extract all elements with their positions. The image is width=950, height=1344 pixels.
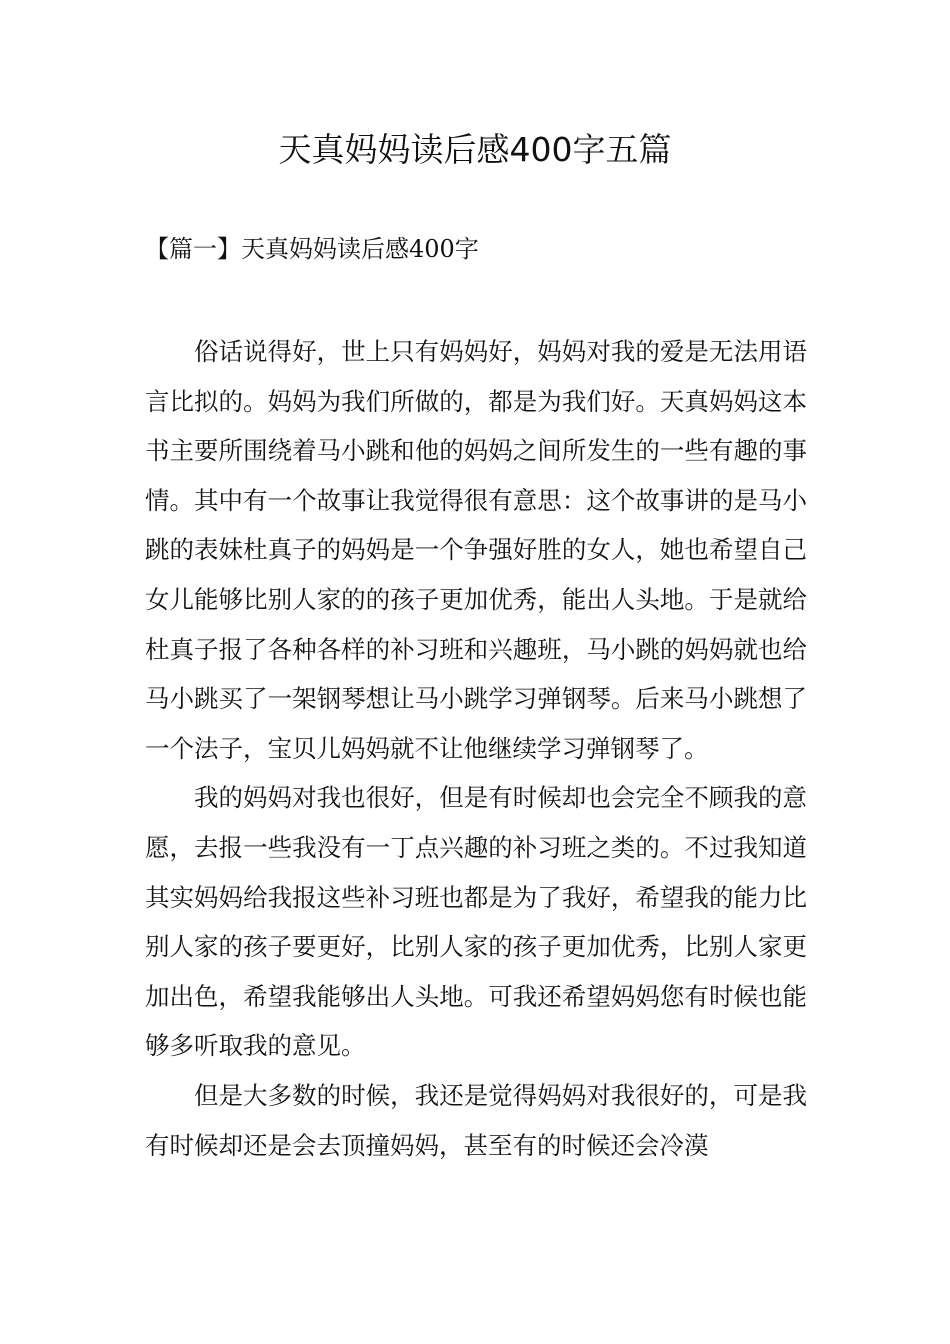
paragraph-1: 俗话说得好，世上只有妈妈好，妈妈对我的爱是无法用语言比拟的。妈妈为我们所做的，都是为我们好。天真妈妈这本书主要所围绕着马小跳和他的妈妈之间所发生的一些有趣的事情。其中有一个故事让我觉得很有意思：这个故事讲的是马小跳的表妹杜真子的妈妈是一个争强好胜的女人，她也希望自己女儿能够比别人家的的孩子更加优秀，能出人头地。于是就给杜真子报了各种各样的补习班和兴趣班，马小跳的妈妈就也给马小跳买了一架钢琴想让马小跳学习弹钢琴。后来马小跳想了一个法子，宝贝儿妈妈就不让他继续学习弹钢琴了。 — [145, 337, 807, 763]
document-title: 天真妈妈读后感400字五篇 — [278, 130, 672, 169]
document-body — [145, 327, 807, 1170]
paragraph-3: 但是大多数的时候，我还是觉得妈妈对我很好的，可是我有时候却还是会去顶撞妈妈，甚至有的时候还会冷漠 — [145, 1080, 807, 1160]
paragraph-2: 我的妈妈对我也很好，但是有时候却也会完全不顾我的意愿，去报一些我没有一丁点兴趣的补习班之类的。不过我知道其实妈妈给我报这些补习班也都是为了我好，希望我的能力比别人家的孩子要更好，比别人家的孩子更加优秀，比别人家更加出色，希望我能够出人头地。可我还希望妈妈您有时候也能够多听取我的意见。 — [145, 783, 807, 1061]
section-heading: 【篇一】天真妈妈读后感400字 — [145, 235, 479, 263]
